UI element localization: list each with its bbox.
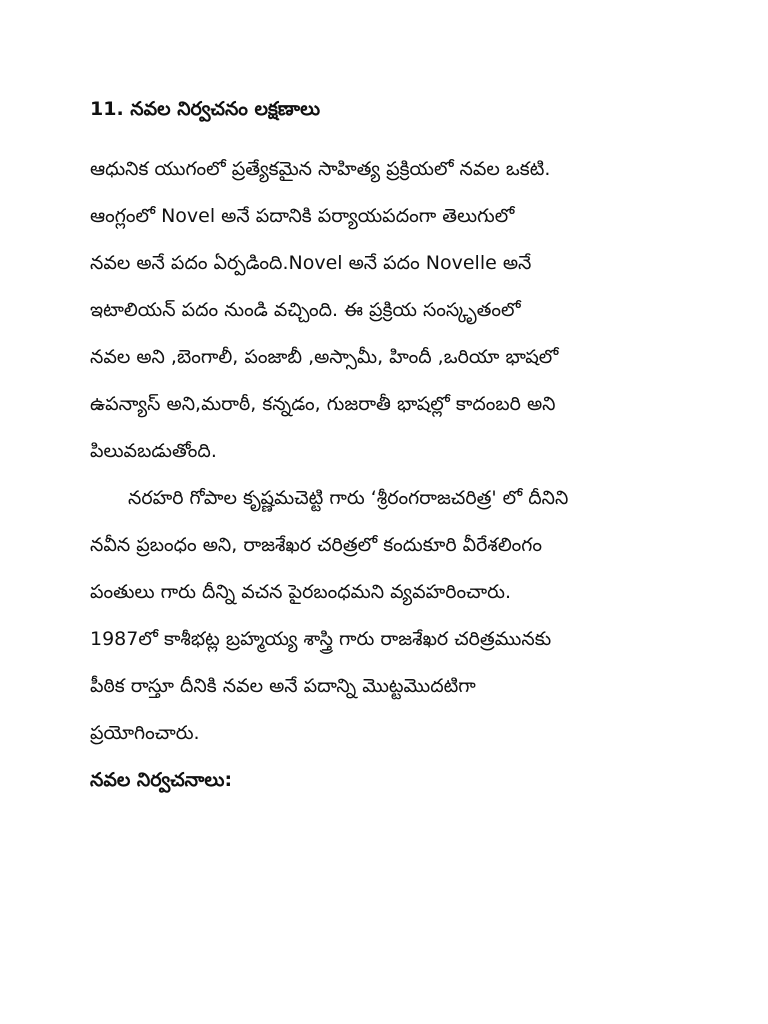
document-page xyxy=(90,92,690,797)
paragraph-2-line: ప్రయోగించారు. xyxy=(90,722,200,744)
paragraph-1-line: ఆంగ్లంలో Novel అనే పదానికి పర్యాయపదంగా తెలుగులో xyxy=(90,205,515,227)
paragraph-1-line: ఉపన్యాస్ అని,మరాఠీ, కన్నడం, గుజరాతీ భాషల్లో కాదంబరి అని xyxy=(90,393,556,415)
subsection-heading: నవల నిర్వచనాలు: xyxy=(90,769,233,791)
paragraph-2 xyxy=(90,481,690,750)
paragraph-1-line: పిలువబడుతోంది. xyxy=(90,440,217,462)
paragraph-2-line: 1987లో కాశీభట్ల బ్రహ్మయ్య శాస్త్రి గారు రాజశేఖర చరిత్రమునకు xyxy=(90,628,552,650)
section-heading: 11. నవల నిర్వచనం లక్షణాలు xyxy=(90,98,321,120)
paragraph-1-line: ఆధునిక యుగంలో ప్రత్యేకమైన సాహిత్య ప్రక్రియలో నవల ఒకటి. xyxy=(90,158,551,180)
paragraph-2-line: నవీన ప్రబంధం అని, రాజశేఖర చరిత్రలో కందుకూరి వీరేశలింగం xyxy=(90,534,542,556)
paragraph-1-line: ఇటాలియన్ పదం నుండి వచ్చింది. ఈ ప్రక్రియ సంస్కృతంలో xyxy=(90,299,521,321)
paragraph-1-line: నవల అని ,బెంగాలీ, పంజాబీ ,అస్సామీ, హిందీ ,ఒరియా భాషలో xyxy=(90,346,559,368)
paragraph-1 xyxy=(90,152,690,468)
paragraph-2-line: పంతులు గారు దీన్ని వచన పైరబంధమని వ్యవహరించారు. xyxy=(90,581,511,603)
paragraph-2-line: నరహరి గోపాల కృష్ణమచెట్టి గారు ‘శ్రీరంగరాజచరిత్ర' లో దీనిని xyxy=(128,487,569,509)
paragraph-2-line: పీఠిక రాస్తూ దీనికి నవల అనే పదాన్ని మొట్టమొదటిగా xyxy=(90,675,476,697)
paragraph-1-line: నవల అనే పదం ఏర్పడింది.Novel అనే పదం Novelle అనే xyxy=(90,252,532,274)
